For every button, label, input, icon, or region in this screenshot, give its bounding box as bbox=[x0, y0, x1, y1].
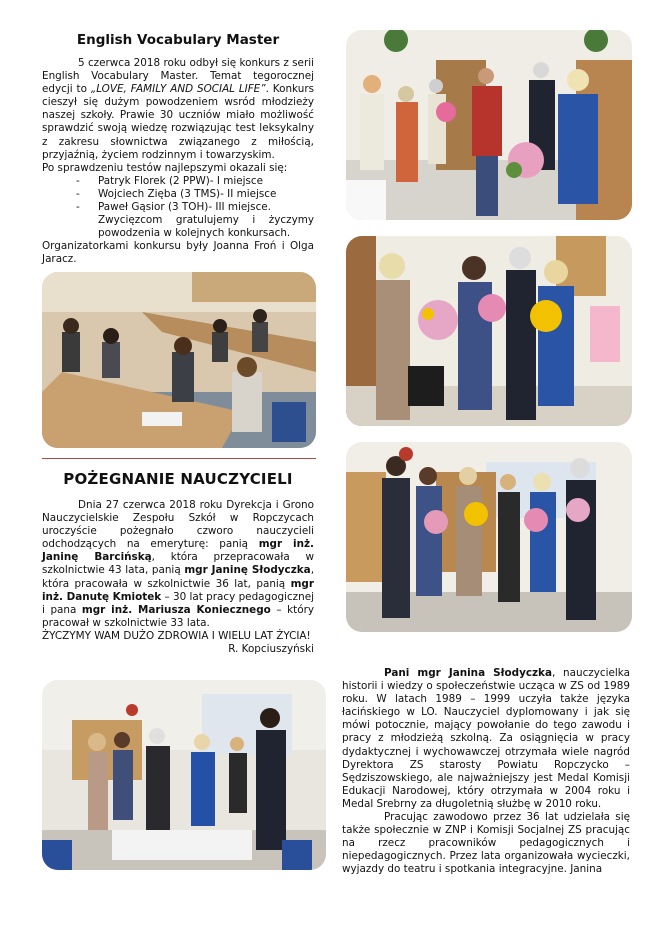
paragraph-text: , nauczycielka historii i wiedzy o społeczeństwie ucząca w ZS od 1989 roku. W latach 1989 – 1999 uczyła także języka łacińskiego w LO. Nauczyciel dyplomowany i jak się mówi potocznie, mający powołanie do tego zawodu i pracy z młodzieżą szkolną. Za osiągnięcia w pracy dydaktycznej i wychowawczej otrzymała wiele nagród Dyrektora ZS starosty Powiatu Ropczycko – Sędziszowskiego, ale najważniejszy jest Medal Komisji Edukacji Narodowej, który otrzymała w 2004 roku i Medal Srebrny za długoletnią służbę w 2010 roku. bbox=[342, 667, 630, 810]
list-item: - Wojciech Zięba (3 TMS)- II miejsce bbox=[76, 188, 314, 201]
article-body bbox=[342, 667, 630, 877]
photo-retiring-teachers bbox=[346, 236, 632, 426]
article-teachers-farewell bbox=[42, 470, 314, 656]
teacher-name: Pani mgr Janina Słodyczka bbox=[384, 667, 552, 679]
article-body bbox=[42, 57, 314, 267]
paragraph-text: – który pracował w szkolnictwie 33 lata. bbox=[42, 603, 314, 629]
teacher-name: mgr inż. Mariusza Koniecznego bbox=[81, 603, 271, 616]
article-body bbox=[42, 499, 314, 656]
paragraph bbox=[42, 499, 314, 630]
paragraph-text: . Konkurs cieszył się dużym powodzeniem wsród młodzieży naszej szkoły. Prawie 30 uczniów miało możliwość sprawdzić swoją wiedzę rozwiązując test leksykalny z zakresu słownictwa związanego z miłością, przyjaźnią, życiem rodzinnym i towarzyskim. bbox=[42, 83, 315, 161]
paragraph: Pracując zawodowo przez 36 lat udzielała się także społecznie w ZNP i Komisji Socjalnej ZS pracując na rzecz pracowników pedagogicznych i niepedagogicznych. Przez lata organizowała wycieczki, wyjazdy do teatru i spotkania integracyjne. Janina bbox=[342, 811, 630, 876]
section-divider bbox=[42, 458, 316, 459]
article-vocabulary-master bbox=[42, 32, 314, 267]
paragraph: Organizatorkami konkursu były Joanna Froń i Olga Jaracz. bbox=[42, 240, 314, 266]
list-item: - Paweł Gąsior (3 TOH)- III miejsce. bbox=[76, 201, 314, 214]
paragraph-text: , która pracowała w szkolnictwie 36 lat, panią bbox=[42, 564, 314, 590]
article-title: English Vocabulary Master bbox=[76, 32, 280, 48]
article-title: POŻEGNANIE NAUCZYCIELI bbox=[63, 470, 293, 488]
article-teacher-profile bbox=[342, 667, 630, 877]
paragraph-text: , która przepracowała w szkolnictwie 43 lata, panią bbox=[42, 551, 314, 577]
teacher-name: mgr Janinę Słodyczka bbox=[184, 564, 311, 577]
photo-flower-presentation bbox=[346, 30, 632, 220]
photo-group-with-flowers bbox=[346, 442, 632, 632]
paragraph-text: – 30 lat pracy pedagogicznej i pana bbox=[42, 590, 315, 616]
signature: R. Kopciuszyński bbox=[228, 643, 314, 656]
paragraph bbox=[342, 667, 630, 811]
contest-theme: „LOVE, FAMILY AND SOCIAL LIFE” bbox=[90, 83, 266, 96]
wishes-line: ŻYCZYMY WAM DUŻO ZDROWIA I WIELU LAT ŻYCIA! bbox=[42, 629, 311, 642]
teacher-name: mgr inż. Janinę Barcińską bbox=[42, 538, 314, 564]
paragraph: Zwycięzcom gratulujemy i życzymy powodzenia w kolejnych konkursach. bbox=[98, 214, 314, 240]
winners-list bbox=[42, 175, 314, 214]
paragraph-text: Dnia 27 czerwca 2018 roku Dyrekcja i Grono Nauczycielskie Zespołu Szkół w Ropczycach uroczyście pożegnało czworo nauczycieli odchodzących na emeryturę: panią bbox=[42, 499, 314, 551]
paragraph-text: 5 czerwca 2018 roku odbył się konkurs z serii English Vocabulary Master. Temat tegorocznej edycji to bbox=[42, 57, 314, 96]
photo-students-test bbox=[42, 272, 316, 448]
paragraph bbox=[42, 57, 314, 162]
photo-farewell-group-director bbox=[42, 680, 326, 870]
list-item: - Patryk Florek (2 PPW)- I miejsce bbox=[76, 175, 314, 188]
teacher-name: mgr inż. Danutę Kmiotek bbox=[42, 577, 314, 603]
paragraph: Po sprawdzeniu testów najlepszymi okazali się: bbox=[42, 161, 288, 174]
